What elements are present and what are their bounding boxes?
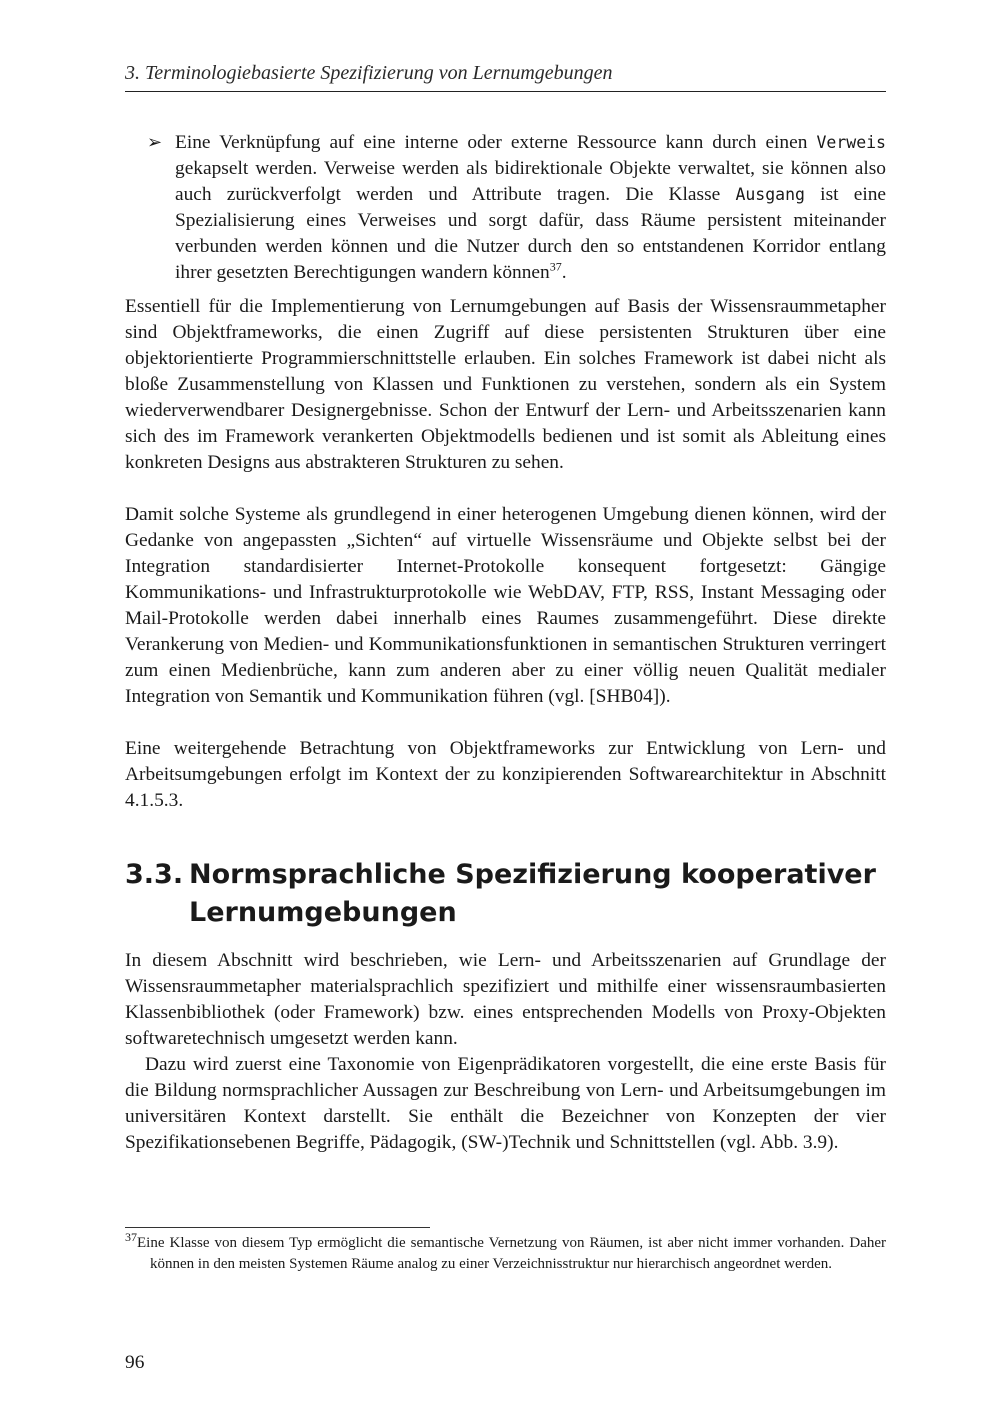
footnote-text: Eine Klasse von diesem Typ ermöglicht die semantische Vernetzung von Räumen, ist aber nicht immer vorhanden. Daher können in den meisten Systemen Räume analog zu einer Verzeichnisstruktur nur hierarchisch angeordnet werden. [137, 1235, 886, 1272]
bullet-text-part4: . [561, 262, 567, 283]
code-ausgang: Ausgang [735, 185, 805, 204]
section-title: Normsprachliche Spezifizierung kooperativer Lernumgebungen [189, 859, 876, 928]
footnote-number: 37 [125, 1230, 137, 1244]
bullet-item [147, 130, 886, 286]
paragraph-abschnitt: In diesem Abschnitt wird beschrieben, wie Lern- und Arbeitsszenarien auf Grundlage der Wissensraummetapher materialsprachlich spezifiziert und mithilfe einer wissensraumbasierten Klassenbibliothek (oder Framework) bzw. eines entsprechenden Modells von Proxy-Objekten softwaretechnisch umgesetzt werden kann. [125, 950, 886, 1049]
footnote-divider [125, 1227, 430, 1228]
bullet-text [175, 130, 886, 286]
main-text [125, 130, 886, 1156]
code-verweis: Verweis [816, 133, 886, 152]
section-heading [125, 856, 886, 932]
bullet-text-part2: gekapselt werden. Verweise werden als bidirektionale Objekte verwaltet, sie können also auch zurückverfolgt werden und Attribute tragen. Die Klasse [175, 158, 886, 205]
bullet-text-part3: ist eine Spezialisierung eines Verweises und sorgt dafür, dass Räume persistent miteinander verbunden werden können und die Nutzer durch den so entstandenen Korridor entlang ihrer gesetzten Berechtigungen wandern können [175, 184, 887, 283]
page-number: 96 [125, 1352, 145, 1373]
running-header: 3. Terminologiebasierte Spezifizierung von Lernumgebungen [125, 62, 886, 92]
paragraph-taxonomie: Dazu wird zuerst eine Taxonomie von Eigenprädikatoren vorgestellt, die eine erste Basis für die Bildung normsprachlicher Aussagen zur Beschreibung von Lern- und Arbeitsumgebungen im universitären Kontext darstellt. Sie enthält die Bezeichner von Konzepten der vier Spezifikationsebenen Begriffe, Pädagogik, (SW-)Technik und Schnittstellen (vgl. Abb. 3.9). [125, 1054, 886, 1153]
arrow-bullet-icon: ➢ [147, 132, 163, 153]
footnote-ref[interactable]: 37 [549, 259, 562, 274]
section-number: 3.3. [125, 859, 184, 890]
paragraph-objektframeworks: Essentiell für die Implementierung von Lernumgebungen auf Basis der Wissensraummetapher sind Objektframeworks, die einen Zugriff auf diese persistenten Strukturen über eine objektorientierte Programmierschnittstelle erlauben. Ein solches Framework ist dabei nicht als bloße Zusammenstellung von Klassen und Funktionen zu verstehen, sondern als ein System wiederverwendbarer Designergebnisse. Schon der Entwurf der Lern- und Arbeitsszenarien kann sich des im Framework verankerten Objektmodells bedienen und ist somit als Ableitung eines konkreten Designs aus abstrakteren Strukturen zu sehen. [125, 296, 886, 473]
footnote [125, 1230, 886, 1274]
bullet-text-part1: Eine Verknüpfung auf eine interne oder externe Ressource kann durch einen [175, 132, 817, 153]
paragraph-sichten: Damit solche Systeme als grundlegend in einer heterogenen Umgebung dienen können, wird der Gedanke von angepassten „Sichten“ auf virtuelle Wissensräume und Objekte selbst bei der Integration standardisierter Internet-Protokolle konsequent fortgesetzt: Gängige Kommunikations- und Infrastrukturprotokolle wie WebDAV, FTP, RSS, Instant Messaging oder Mail-Protokolle werden dabei innerhalb eines Raumes zusammengeführt. Diese direkte Verankerung von Medien- und Kommunikationsfunktionen in semantischen Strukturen verringert zum einen Medienbrüche, kann zum anderen aber zu einer völlig neuen Qualität medialer Integration von Semantik und Kommunikation führen (vgl. [SHB04]). [125, 504, 886, 707]
paragraph-betrachtung: Eine weitergehende Betrachtung von Objektframeworks zur Entwicklung von Lern- und Arbeitsumgebungen erfolgt im Kontext der zu konzipierenden Softwarearchitektur in Abschnitt 4.1.5.3. [125, 738, 886, 811]
